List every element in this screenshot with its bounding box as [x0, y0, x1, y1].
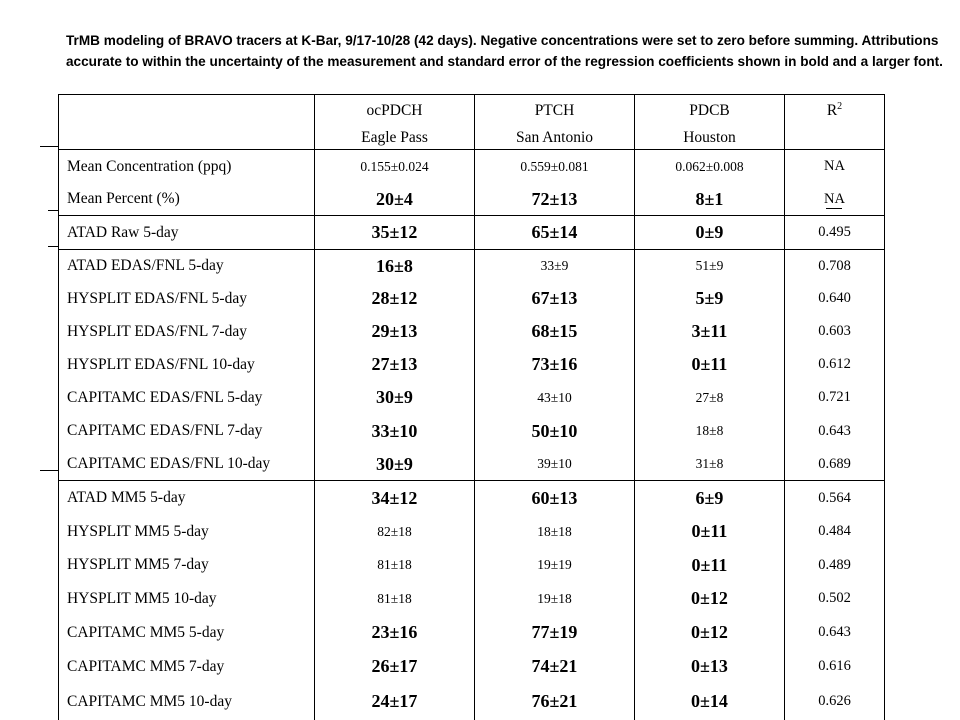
cell-pdcb: 0±12: [635, 616, 785, 650]
cell-pdcb: 0±13: [635, 650, 785, 684]
cell-ptch: 68±15: [475, 315, 635, 348]
cell-pdcb: 0±11: [635, 549, 785, 582]
cell-pdcb: 31±8: [635, 448, 785, 481]
cell-r2: 0.689: [785, 448, 885, 481]
row-label: CAPITAMC EDAS/FNL 7-day: [67, 422, 263, 439]
row-label: HYSPLIT MM5 10-day: [67, 589, 217, 607]
cell-ocpdch: 29±13: [315, 315, 475, 348]
cell-ocpdch: 30±9: [315, 448, 475, 481]
cell-r2: 0.626: [785, 684, 885, 720]
cell-ptch: 18±18: [475, 515, 635, 549]
cell-r2: 0.640: [785, 282, 885, 315]
cell-pdcb: 3±11: [635, 315, 785, 348]
cell-pdcb: 18±8: [635, 414, 785, 448]
header-row-1: [59, 95, 885, 127]
cell-ocpdch: 24±17: [315, 684, 475, 720]
section-tick: [40, 470, 58, 471]
cell-ocpdch: 33±10: [315, 414, 475, 448]
row-label: CAPITAMC MM5 10-day: [67, 692, 232, 710]
row-label: HYSPLIT MM5 5-day: [67, 522, 209, 540]
cell-ocpdch: 20±4: [315, 184, 475, 216]
cell-r2: NA: [785, 150, 885, 184]
cell-r2: NA: [785, 184, 885, 216]
cell-r2: 0.484: [785, 515, 885, 549]
cell-ptch: 19±18: [475, 582, 635, 616]
cell-ptch: 72±13: [475, 184, 635, 216]
cell-pdcb: 0±9: [635, 216, 785, 250]
header-corner-cell: [59, 95, 315, 127]
table-row: [59, 481, 885, 515]
table-row: [59, 684, 885, 720]
cell-ptch: 50±10: [475, 414, 635, 448]
table-row: [59, 381, 885, 414]
cell-ptch: 73±16: [475, 348, 635, 381]
cell-pdcb: 5±9: [635, 282, 785, 315]
row-label: CAPITAMC EDAS/FNL 5-day: [67, 388, 263, 406]
row-label: HYSPLIT EDAS/FNL 5-day: [67, 289, 247, 307]
row-label: HYSPLIT EDAS/FNL 10-day: [67, 355, 255, 373]
header-r2-blank: [785, 126, 885, 149]
header-san-antonio: San Antonio: [475, 126, 635, 149]
table-row: [59, 616, 885, 650]
cell-ocpdch: 23±16: [315, 616, 475, 650]
row-label: CAPITAMC MM5 7-day: [67, 657, 225, 675]
table-row: [59, 249, 885, 282]
header-pdcb: PDCB: [635, 95, 785, 127]
cell-ocpdch: 35±12: [315, 216, 475, 250]
cell-ptch: 74±21: [475, 650, 635, 684]
cell-ptch: 77±19: [475, 616, 635, 650]
cell-pdcb: 0±11: [635, 348, 785, 381]
section-tick: [48, 246, 58, 247]
table-row: [59, 650, 885, 684]
table-row: [59, 448, 885, 481]
cell-ocpdch: 28±12: [315, 282, 475, 315]
cell-pdcb: 51±9: [635, 249, 785, 282]
cell-ocpdch: 0.155±0.024: [315, 150, 475, 184]
cell-ocpdch: 27±13: [315, 348, 475, 381]
row-label: ATAD MM5 5-day: [67, 489, 186, 507]
section-tick: [40, 146, 58, 147]
cell-ocpdch: 81±18: [315, 549, 475, 582]
cell-ptch: 67±13: [475, 282, 635, 315]
table-row: [59, 549, 885, 582]
cell-r2: 0.616: [785, 650, 885, 684]
cell-ptch: 43±10: [475, 381, 635, 414]
cell-r2: 0.708: [785, 249, 885, 282]
table-row: [59, 515, 885, 549]
cell-pdcb: 0±12: [635, 582, 785, 616]
table-row: [59, 216, 885, 250]
header-ptch: PTCH: [475, 95, 635, 127]
cell-pdcb: 8±1: [635, 184, 785, 216]
header-eagle-pass: Eagle Pass: [315, 126, 475, 149]
row-label: Mean Percent (%): [59, 184, 315, 216]
cell-r2: 0.489: [785, 549, 885, 582]
row-label: CAPITAMC EDAS/FNL 10-day: [59, 448, 315, 481]
cell-r2: 0.502: [785, 582, 885, 616]
cell-ocpdch: 82±18: [315, 515, 475, 549]
header-r2: [785, 95, 885, 127]
row-label: HYSPLIT EDAS/FNL 7-day: [67, 322, 247, 340]
header-r2-base: R: [826, 102, 838, 120]
table-row: [59, 282, 885, 315]
cell-ptch: 33±9: [475, 249, 635, 282]
cell-ocpdch: 34±12: [315, 481, 475, 515]
cell-r2: 0.612: [785, 348, 885, 381]
cell-ptch: 39±10: [475, 448, 635, 481]
cell-ptch: 19±19: [475, 549, 635, 582]
header-row-2: [59, 126, 885, 149]
section-tick: [48, 210, 58, 211]
header-houston: Houston: [635, 126, 785, 149]
table-caption: TrMB modeling of BRAVO tracers at K-Bar, 9/17-10/28 (42 days). Negative concentrations were set to zero before summing. Attributions accurate to within the uncertainty of the measurement and standard error of the regression coefficients shown in bold and a larger font.: [66, 33, 943, 69]
cell-r2: 0.643: [785, 414, 885, 448]
table-row: [59, 184, 885, 216]
cell-pdcb: 0±14: [635, 684, 785, 720]
cell-ocpdch: 30±9: [315, 381, 475, 414]
table-row: [59, 150, 885, 184]
row-label: ATAD Raw 5-day: [59, 216, 315, 250]
row-label: HYSPLIT MM5 7-day: [67, 556, 209, 574]
table-row: [59, 315, 885, 348]
cell-r2: 0.603: [785, 315, 885, 348]
header-corner-cell: [59, 126, 315, 149]
table-row: [59, 582, 885, 616]
cell-r2: 0.564: [785, 481, 885, 515]
cell-pdcb: 6±9: [635, 481, 785, 515]
row-label: ATAD EDAS/FNL 5-day: [67, 257, 224, 275]
table-row: [59, 414, 885, 448]
row-label: CAPITAMC MM5 5-day: [67, 623, 225, 641]
results-table: [58, 94, 885, 720]
table-row: [59, 348, 885, 381]
cell-ptch: 60±13: [475, 481, 635, 515]
cell-pdcb: 27±8: [635, 381, 785, 414]
cell-ptch: 76±21: [475, 684, 635, 720]
cell-ocpdch: 26±17: [315, 650, 475, 684]
cell-r2: 0.643: [785, 616, 885, 650]
header-ocpdch: ocPDCH: [315, 95, 475, 127]
cell-r2: 0.721: [785, 381, 885, 414]
row-label: Mean Concentration (ppq): [67, 157, 232, 175]
header-r2-sup: 2: [837, 101, 843, 113]
cell-ocpdch: 16±8: [315, 249, 475, 282]
cell-pdcb: 0.062±0.008: [635, 150, 785, 184]
cell-ocpdch: 81±18: [315, 582, 475, 616]
cell-ptch: 0.559±0.081: [475, 150, 635, 184]
cell-pdcb: 0±11: [635, 515, 785, 549]
cell-ptch: 65±14: [475, 216, 635, 250]
cell-r2: 0.495: [785, 216, 885, 250]
